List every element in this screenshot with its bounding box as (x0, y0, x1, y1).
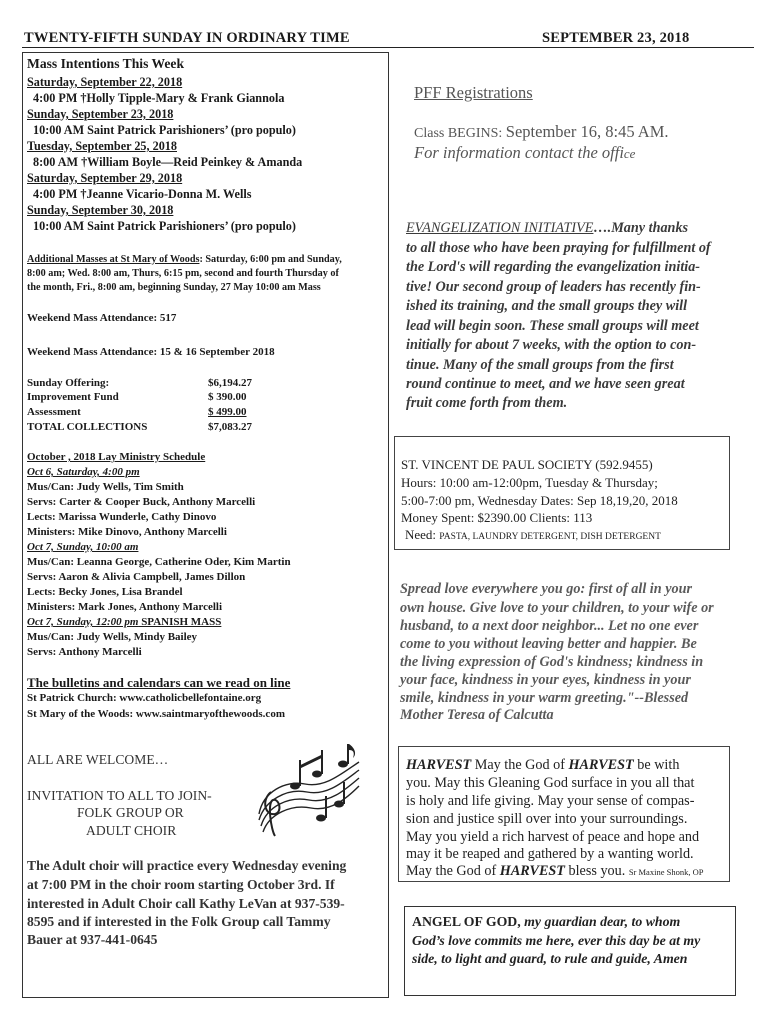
st-mary-link[interactable]: St Mary of the Woods: www.saintmaryofthewoods.com (27, 708, 285, 720)
harvest-line: is holy and life giving. May your sense of compas- (406, 793, 695, 809)
mass-intentions-title: Mass Intentions This Week (27, 56, 184, 71)
choir-line: at 7:00 PM in the choir room starting October 3rd. If (27, 877, 335, 892)
ministry-line: Mus/Can: Judy Wells, Tim Smith (27, 481, 184, 493)
choir-line: The Adult choir will practice every Wednesday evening (27, 858, 347, 873)
pff-class-line (414, 122, 669, 142)
mass-detail: 10:00 AM Saint Patrick Parishioners’ (pro populo) (33, 219, 296, 233)
choir-line: Bauer at 937-441-0645 (27, 932, 158, 947)
harvest-signature: Sr Maxine Shonk, OP (628, 867, 704, 877)
collection-value: $6,194.27 (208, 377, 252, 389)
ministry-heading-spanish (27, 616, 221, 628)
evangelization-lead: EVANGELIZATION INITIATIVE (406, 220, 594, 236)
angel-first-line (412, 914, 680, 930)
harvest-text: May the God of (471, 757, 569, 773)
mass-day: Sunday, September 23, 2018 (27, 107, 174, 121)
harvest-word: HARVEST (568, 757, 634, 773)
quote-line: Spread love everywhere you go: first of all in your (400, 581, 692, 597)
spanish-mass-label: SPANISH MASS (138, 616, 222, 628)
svdp-need-label: Need: (405, 527, 440, 542)
svdp-money: Money Spent: $2390.00 Clients: 113 (401, 510, 593, 525)
ministry-line: Lects: Becky Jones, Lisa Brandel (27, 586, 183, 598)
quote-line: Mother Teresa of Calcutta (400, 707, 554, 723)
mass-day: Saturday, September 29, 2018 (27, 171, 183, 185)
mass-detail: 4:00 PM †Jeanne Vicario-Donna M. Wells (33, 187, 252, 201)
additional-masses-line3: the month, Fri., 8:00 am, beginning Sunday, 27 May 10:00 am Mass (27, 282, 321, 293)
bulletins-title: The bulletins and calendars can we read on line (27, 675, 291, 690)
ministry-line: Servs: Anthony Marcelli (27, 646, 142, 658)
collection-value: $ 390.00 (208, 391, 247, 403)
ministry-line: Servs: Carter & Cooper Buck, Anthony Marcelli (27, 496, 256, 508)
svdp-title: ST. VINCENT DE PAUL SOCIETY (592.9455) (401, 457, 653, 472)
weekend-attendance-dated: Weekend Mass Attendance: 15 & 16 September 2018 (27, 346, 275, 358)
evangelization-line: the Lord's will regarding the evangelization initia- (406, 259, 701, 275)
invitation-folk: FOLK GROUP OR (77, 805, 184, 820)
pff-info-end: ce (623, 146, 636, 161)
angel-lead: ANGEL OF GOD, (412, 914, 521, 929)
collection-label: Assessment (27, 406, 81, 418)
pff-class-label: Class BEGINS: (414, 126, 506, 141)
evangelization-line: lead will begin soon. These small groups will meet (406, 318, 699, 334)
invitation-choir: ADULT CHOIR (86, 823, 177, 838)
collection-label: Sunday Offering: (27, 377, 110, 389)
harvest-line: you. May this Gleaning God surface in you all that (406, 775, 695, 791)
ministry-line: Ministers: Mark Jones, Anthony Marcelli (27, 601, 223, 613)
harvest-text: be with (633, 757, 680, 773)
evangelization-line: to all those who have been praying for fulfillment of (406, 240, 711, 256)
collection-total-value: $7,083.27 (208, 421, 252, 433)
lay-ministry-title: October , 2018 Lay Ministry Schedule (27, 451, 206, 463)
ministry-line: Mus/Can: Judy Wells, Mindy Bailey (27, 631, 198, 643)
additional-masses-label: Additional Masses at St Mary of Woods (27, 254, 200, 265)
harvest-word: HARVEST (406, 757, 472, 773)
ministry-line: Ministers: Mike Dinovo, Anthony Marcelli (27, 526, 227, 538)
evangelization-first-line (406, 220, 688, 237)
quote-line: own house. Give love to your children, to your wife or (400, 600, 714, 616)
mass-detail: 10:00 AM Saint Patrick Parishioners’ (pro populo) (33, 123, 296, 137)
additional-masses-line1 (27, 254, 342, 265)
ministry-heading: Oct 6, Saturday, 4:00 pm (27, 466, 140, 478)
evangelization-line: fruit come forth from them. (406, 395, 568, 411)
quote-line: the living expression of God's kindness; kindness in (400, 654, 704, 670)
ministry-line: Mus/Can: Leanna George, Catherine Oder, Kim Martin (27, 556, 291, 568)
additional-masses-text: : Saturday, 6:00 pm and Sunday, (199, 254, 342, 265)
quote-line: husband, to a next door neighbor... Let no one ever (400, 618, 699, 634)
evangelization-line: ished its training, and the small groups they will (406, 298, 688, 314)
harvest-text: bless you. (564, 863, 629, 879)
angel-line: side, to light and guard, to rule and guide, Amen (412, 951, 688, 966)
evangelization-line: tinue. Many of the small groups from the first (406, 357, 674, 373)
svdp-hours: 5:00-7:00 pm, Wednesday Dates: Sep 18,19,20, 2018 (401, 493, 678, 508)
collection-label: Improvement Fund (27, 391, 119, 403)
all-welcome: ALL ARE WELCOME… (27, 752, 169, 767)
angel-line: my guardian dear, to whom (520, 914, 681, 929)
harvest-first-line (406, 757, 679, 774)
weekend-attendance: Weekend Mass Attendance: 517 (27, 312, 177, 324)
header-rule (22, 47, 754, 48)
harvest-line: May you yield a rich harvest of peace and hope and (406, 829, 700, 845)
harvest-last-line (406, 863, 703, 880)
mass-day: Sunday, September 30, 2018 (27, 203, 174, 217)
evangelization-line: ….Many thanks (593, 220, 689, 236)
pff-title: PFF Registrations (414, 83, 533, 102)
collection-value: $ 499.00 (208, 406, 247, 418)
harvest-line: may it be reaped and gathered by a wanting world. (406, 846, 694, 862)
mass-detail: 4:00 PM †Holly Tipple-Mary & Frank Giannola (33, 91, 285, 105)
choir-line: 8595 and if interested in the Folk Group call Tammy (27, 914, 331, 929)
svdp-need (405, 527, 661, 543)
harvest-word: HARVEST (499, 863, 565, 879)
harvest-line: sion and justice spill over into your surroundings. (406, 811, 688, 827)
pff-info (414, 143, 635, 163)
evangelization-line: tive! Our second group of leaders has recently fin- (406, 279, 701, 295)
svdp-need-items: PASTA, LAUNDRY DETERGENT, DISH DETERGENT (439, 532, 661, 542)
evangelization-line: round continue to meet, and we have seen great (406, 376, 685, 392)
choir-line: interested in Adult Choir call Kathy LeVan at 937-539- (27, 896, 345, 911)
pff-class-date: September 16, 8:45 AM. (505, 122, 669, 141)
quote-line: your face, kindness in your eyes, kindness in your (400, 672, 691, 688)
ministry-line: Servs: Aaron & Alivia Campbell, James Dillon (27, 571, 246, 583)
evangelization-line: initially for about 7 weeks, with the option to con- (406, 337, 697, 353)
bulletin-title: TWENTY-FIFTH SUNDAY IN ORDINARY TIME (24, 30, 350, 46)
ministry-heading: Oct 7, Sunday, 12:00 pm (27, 616, 139, 628)
svdp-hours: Hours: 10:00 am-12:00pm, Tuesday & Thursday; (401, 475, 658, 490)
harvest-text: May the God of (406, 863, 500, 879)
mass-day: Saturday, September 22, 2018 (27, 75, 183, 89)
ministry-heading: Oct 7, Sunday, 10:00 am (27, 541, 139, 553)
additional-masses-line2: 8:00 am; Wed. 8:00 am, Thurs, 6:15 pm, second and fourth Thursday of (27, 268, 339, 279)
invitation-line: INVITATION TO ALL TO JOIN- (27, 788, 212, 803)
quote-line: come to you without leaving better and happier. Be (400, 636, 697, 652)
mass-detail: 8:00 AM †William Boyle—Reid Peinkey & Amanda (33, 155, 303, 169)
music-notes-icon (255, 744, 363, 840)
collection-total-label: TOTAL COLLECTIONS (27, 421, 148, 433)
quote-line: smile, kindness in your warm greeting."--Blessed (400, 690, 689, 706)
ministry-line: Lects: Marissa Wunderle, Cathy Dinovo (27, 511, 217, 523)
mass-day: Tuesday, September 25, 2018 (27, 139, 177, 153)
pff-info-main: For information contact the offi (414, 143, 624, 162)
st-patrick-link[interactable]: St Patrick Church: www.catholicbellefontaine.org (27, 692, 262, 704)
bulletin-date: SEPTEMBER 23, 2018 (542, 30, 690, 46)
angel-line: God’s love commits me here, ever this day be at my (412, 933, 701, 948)
